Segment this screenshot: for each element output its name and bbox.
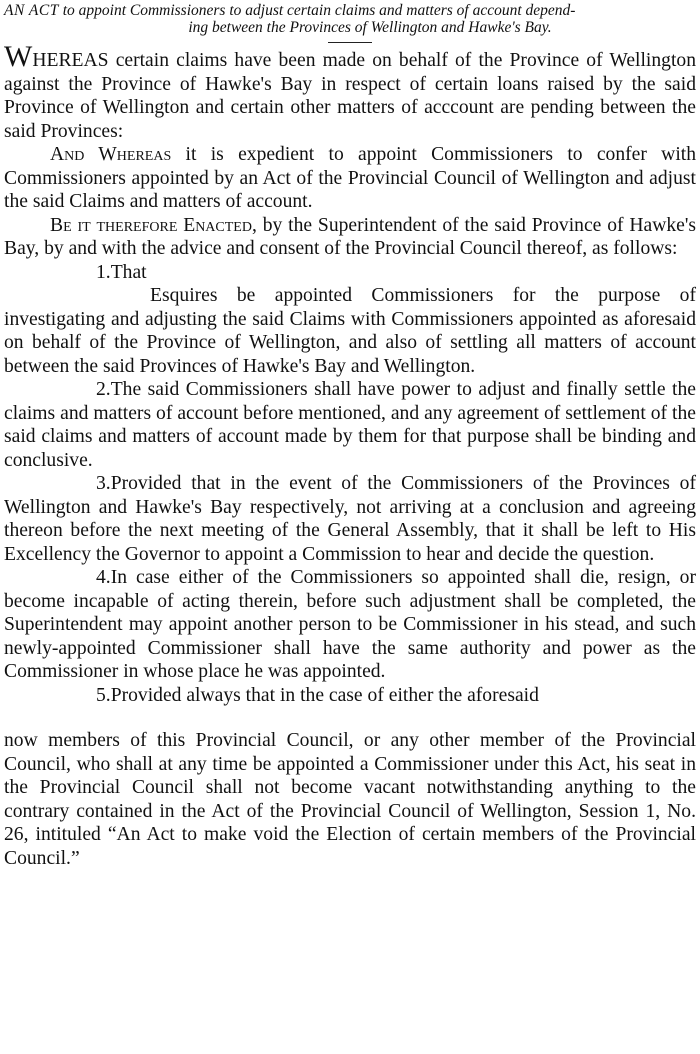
enacting-lead: Be it therefore Enacted, xyxy=(50,214,257,236)
enacting-paragraph xyxy=(4,214,696,261)
section-2-paragraph xyxy=(4,378,696,472)
enacting-text: by the Superintendent of the said Province of Hawke's Bay, by and with the advice and consent of the Provincial Council thereof, as follows: xyxy=(4,214,696,259)
section-1-text: Esquires be appointed Commissioners for the purpose of investigating and adjusting the said Claims with Commissioners appointed as aforesaid on behalf of the Province of Wellington, and also of settling all matters of account between the said Provinces of Hawke's Bay and Wellington. xyxy=(4,285,696,377)
section-number: 2. xyxy=(96,379,111,400)
blank-names-gap xyxy=(4,707,696,729)
section-3-text: Provided that in the event of the Commissioners of the Provinces of Wellington and Hawke's Bay respectively, not arriving at a conclusion and agreeing thereon before the next meeting of the General Assembly, that it shall be left to His Excellency the Governor to appoint a Commission to hear and decide the question. xyxy=(4,473,696,565)
preamble-lead-word: HEREAS xyxy=(32,50,109,71)
section-3-paragraph xyxy=(4,472,696,566)
preamble-text: certain claims have been made on behalf of the Province of Wellington against the Province of Hawke's Bay in respect of certain loans raised by the said Province of Wellington and certain other matters of acccount are pending between the said Provinces: xyxy=(4,50,696,142)
section-1-paragraph xyxy=(4,284,696,378)
section-4-text: In case either of the Commissioners so appointed shall die, resign, or become incapable of acting therein, before such adjustment shall be completed, the Superintendent may appoint another person to be Commissioner in his stead, and such newly-appointed Commissioner shall have the same authority and power as the Commissioner in whose place he was appointed. xyxy=(4,567,696,682)
whereas-lead: And Whereas xyxy=(50,144,172,165)
preamble-paragraph xyxy=(4,40,696,143)
section-number: 5. xyxy=(96,684,111,706)
section-5-text: Provided always that in the case of either the aforesaid xyxy=(110,684,539,706)
act-title xyxy=(4,2,696,36)
section-number: 1. xyxy=(96,261,111,283)
section-1-heading xyxy=(4,261,696,285)
whereas-text: it is expedient to appoint Commissioners to confer with Commissioners appointed by an Act of the Provincial Council of Wellington and adjust the said Claims and matters of account. xyxy=(4,144,697,212)
section-number: 3. xyxy=(96,473,111,494)
section-4-paragraph xyxy=(4,566,696,684)
section-5-continuation-text: now members of this Provincial Council, or any other member of the Provincial Council, who shall at any time be appointed a Commissioner under this Act, his seat in the Provincial Council shall not become vacant notwithstanding anything to the contrary contained in the Act of the Provincial Council of Wellington, Session 1, No. 26, intituled “An Act to make void the Election of certain members of the Provincial Council.” xyxy=(4,730,696,869)
section-5-paragraph xyxy=(4,684,696,708)
act-page xyxy=(4,2,696,870)
section-1-first-word: That xyxy=(110,261,147,283)
act-title-lead: AN ACT xyxy=(4,2,59,19)
section-number: 4. xyxy=(96,567,111,588)
section-2-text: The said Commissioners shall have power to adjust and finally settle the claims and matters of account before mentioned, and any agreement of settlement of the said claims and matters of account made by them for that purpose shall be binding and conclusive. xyxy=(4,379,696,471)
whereas-paragraph xyxy=(4,143,696,214)
section-5-continuation xyxy=(4,729,696,870)
title-divider xyxy=(328,42,372,43)
act-title-line2: ing between the Provinces of Wellington and Hawke's Bay. xyxy=(188,19,552,36)
act-title-line1: to appoint Commissioners to adjust certain claims and matters of account depend- xyxy=(62,2,576,19)
preamble-dropcap: W xyxy=(4,40,33,73)
